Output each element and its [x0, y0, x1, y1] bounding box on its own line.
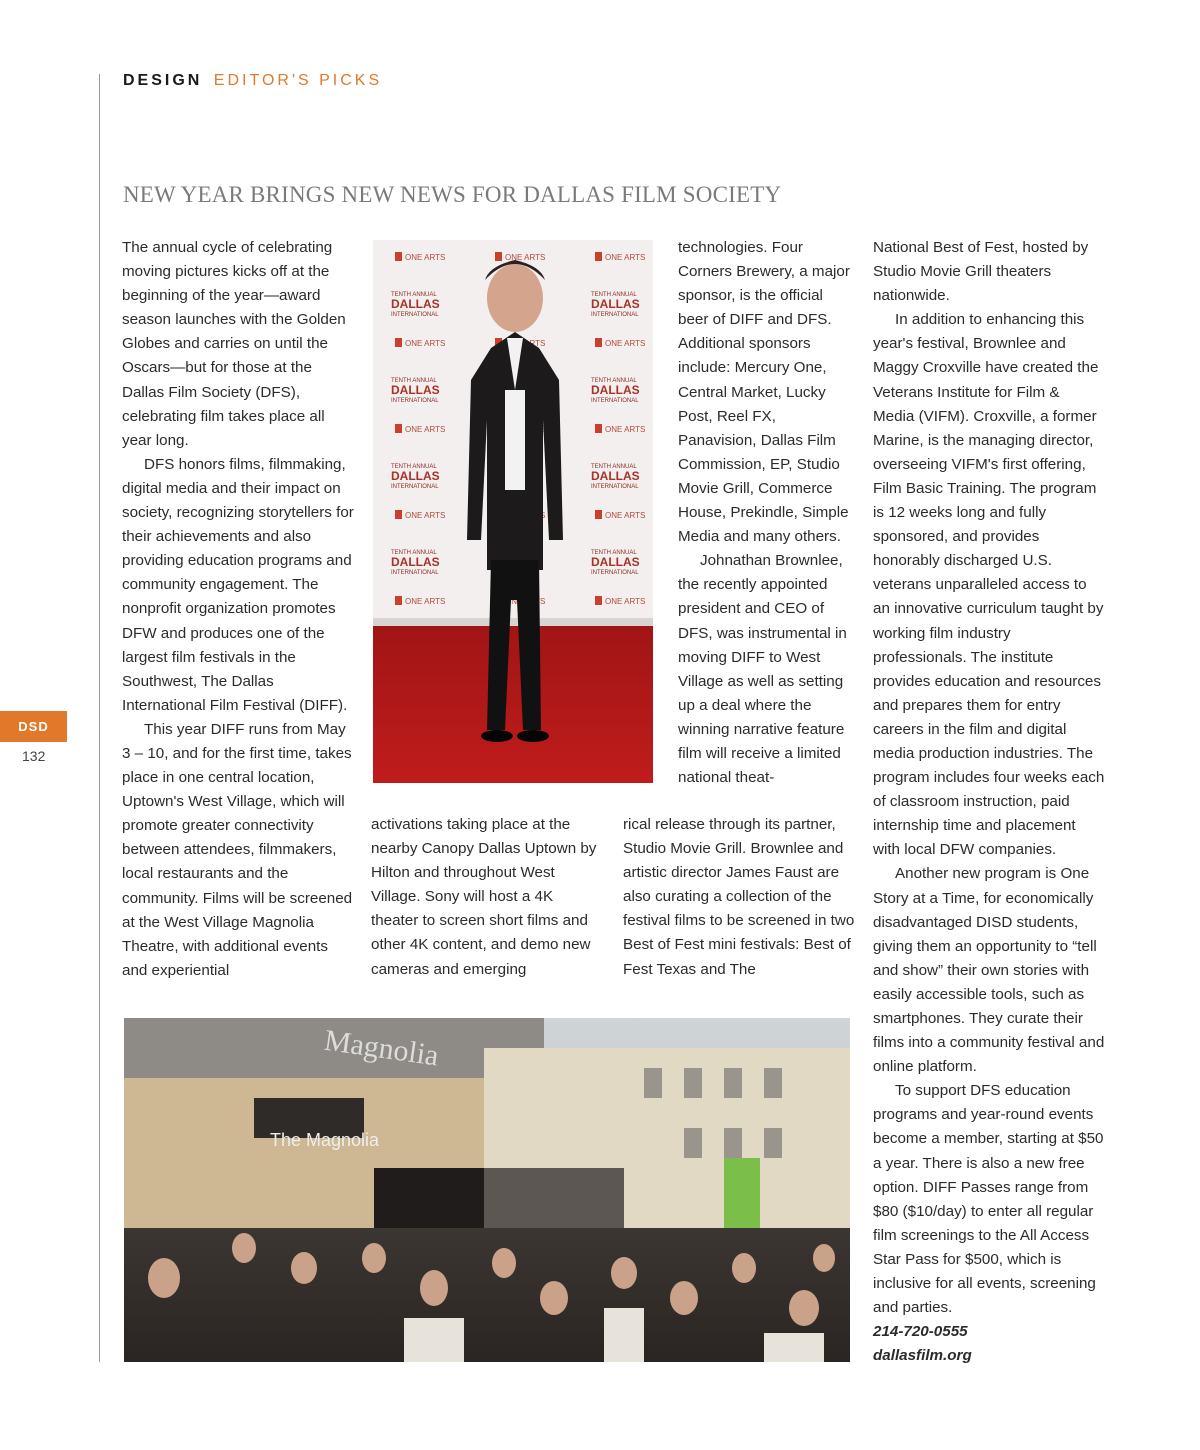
subsection-label: EDITOR'S PICKS — [213, 72, 383, 89]
theatre-crowd-photo — [124, 1018, 850, 1362]
paragraph: Another new program is One Story at a Time, for economically disadvantaged DISD students, giving them an opportunity to “tell and show” their own stories with easily accessible tools, such as smartphones. They curate their films into a community festival and online platform. — [873, 865, 1105, 1076]
magazine-tab: DSD — [0, 711, 67, 742]
article-column-2-bottom — [371, 813, 603, 982]
contact-website: dallasfilm.org — [873, 1347, 972, 1365]
theatre-sign: The Magnolia — [270, 1130, 380, 1150]
paragraph: DFS honors films, filmmaking, digital media and their impact on society, recognizing storytellers for their achievements and also providing education programs and community engagement. The nonprofit organization promotes DFW and produces one of the largest film festivals in the Southwest, The Dallas International Film Festival (DIFF). — [122, 455, 354, 714]
article-column-2-top — [678, 236, 854, 790]
article-headline: NEW YEAR BRINGS NEW NEWS FOR DALLAS FILM SOCIETY — [123, 182, 782, 207]
article-column-4 — [873, 236, 1105, 1368]
page-number: 132 — [22, 748, 46, 764]
article-column-3 — [623, 813, 855, 982]
paragraph: In addition to enhancing this year's festival, Brownlee and Maggy Croxville have created the Veterans Institute for Film & Media (VIFM). Croxville, a former Marine, is the managing director, overseeing VIFM's first offering, Film Basic Training. The program is 12 weeks long and fully sponsored, and provides honorably discharged U.S. veterans unparalleled access to an innovative curriculum taught by working film industry professionals. The institute provides education and resources and prepares them for entry careers in the film and digital media production industries. The program includes four weeks each of classroom instruction, paid internship time and placement with local DFW companies. — [873, 311, 1105, 859]
red-carpet-portrait — [373, 240, 653, 783]
magnolia-theatre-scene — [124, 1018, 850, 1362]
section-header — [123, 72, 382, 90]
paragraph: This year DIFF runs from May 3 – 10, and for the first time, takes place in one central location, Uptown's West Village, which will promote greater connectivity between attendees, filmmakers, local restaurants and the community. Films will be screened at the West Village Magnolia Theatre, with additional events and experiential — [122, 720, 353, 979]
section-label: DESIGN — [123, 72, 203, 89]
paragraph: To support DFS education programs and year-round events become a member, starting at $50 a year. There is also a new free option. DIFF Passes range from $80 ($10/day) to enter all regular film screenings to the All Access Star Pass for $500, which is inclusive for all events, screening and parties. — [873, 1082, 1104, 1317]
paragraph: technologies. Four Corners Brewery, a major sponsor, is the official beer of DIFF and DFS. Additional sponsors include: Mercury One, Central Market, Lucky Post, Reel FX, Panavision, Dallas Film Commission, EP, Studio Movie Grill, Commerce House, Prekindle, Simple Media and many others. — [678, 239, 850, 546]
paragraph: Johnathan Brownlee, the recently appointed president and CEO of DFS, was instrumental in moving DIFF to West Village as well as setting up a deal where the winning narrative feature film will receive a limited national theat- — [678, 552, 847, 787]
portrait-photo — [373, 240, 653, 783]
paragraph: The annual cycle of celebrating moving pictures kicks off at the beginning of the year—award season launches with the Golden Globes and carries on until the Oscars—but for those at the Dallas Film Society (DFS), celebrating film takes place all year long. — [122, 239, 346, 449]
paragraph: activations taking place at the nearby Canopy Dallas Uptown by Hilton and throughout West Village. Sony will host a 4K theater to screen short films and other 4K content, and demo new cameras and emerging — [371, 816, 597, 978]
margin-rule — [99, 74, 100, 1362]
marquee-text: Magnolia — [322, 1023, 441, 1073]
article-column-1 — [122, 236, 354, 983]
paragraph: National Best of Fest, hosted by Studio Movie Grill theaters nationwide. — [873, 239, 1089, 305]
paragraph: rical release through its partner, Studio Movie Grill. Brownlee and artistic director James Faust are also curating a collection of the festival films to be screened in two Best of Fest mini festivals: Best of Fest Texas and The — [623, 816, 855, 978]
contact-phone: 214-720-0555 — [873, 1323, 968, 1341]
